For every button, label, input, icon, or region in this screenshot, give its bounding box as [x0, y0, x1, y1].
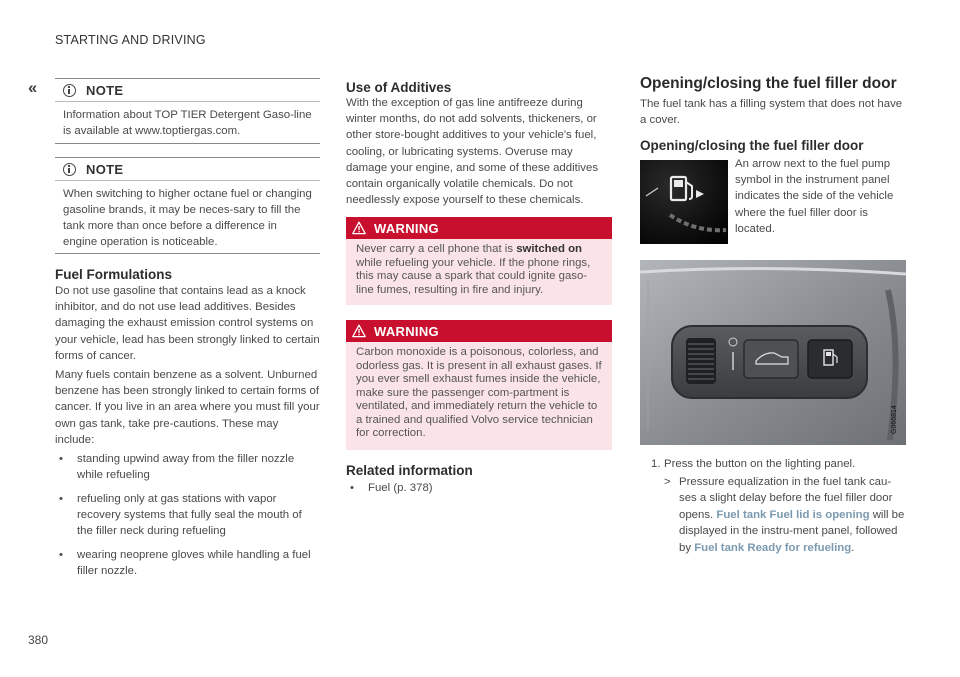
- image-caption: An arrow next to the fuel pump symbol in the instrument panel indicates the side of the vehicle where the fuel filler door is located.: [735, 158, 894, 235]
- warning-triangle-icon: [352, 221, 366, 235]
- page-number: 380: [28, 633, 49, 647]
- step-number: 1.: [651, 458, 661, 470]
- warning-header: [346, 320, 612, 342]
- info-icon: [63, 163, 76, 176]
- step-text: Press the button on the lighting panel.: [664, 458, 856, 470]
- sub-heading: Opening/closing the fuel filler door: [640, 138, 864, 153]
- warning-emphasis: switched on: [516, 243, 583, 255]
- image-code: G066814: [891, 405, 898, 434]
- note-title: NOTE: [86, 161, 124, 177]
- related-info-heading: Related information: [346, 463, 473, 478]
- warning-title: WARNING: [374, 323, 439, 339]
- fuel-formulations-para-1: Do not use gasoline that contains lead as a knock inhibitor, and do not use lead additives. Besides damaging the exhaust emission control systems on your vehicle, lead has been strongly linked to certain forms of cancer.: [55, 285, 320, 362]
- warning-text: Never carry a cell phone that is switched on while refueling your vehicle. If the phone rings, this may cause a spark that could ignite gaso-line fumes, resulting in fire and injury.: [356, 243, 591, 296]
- instrument-message-lid-opening: Fuel tank Fuel lid is opening: [716, 508, 870, 521]
- related-link[interactable]: • Fuel (p. 378): [346, 480, 606, 496]
- page-title: Opening/closing the fuel filler door: [640, 75, 897, 92]
- info-icon: [63, 84, 76, 97]
- additives-heading: Use of Additives: [346, 80, 452, 95]
- related-info-list: [346, 480, 606, 504]
- back-chevron-icon[interactable]: ‹‹: [28, 78, 36, 97]
- list-item: • standing upwind away from the filler nozzle while refueling: [55, 451, 320, 483]
- warning-title: WARNING: [374, 220, 439, 236]
- list-item: • wearing neoprene gloves while handling a fuel filler nozzle.: [55, 547, 320, 579]
- warning-text: Carbon monoxide is a poisonous, colorless, and odorless gas. It is present in all exhaust gases. If you ever smell exhaust fumes inside the vehicle, make sure the passenger com-partment is ventilated, and immediately return the vehicle to a trained and qualified Volvo service technician for correction.: [356, 346, 602, 439]
- note-box-toptier: [55, 78, 320, 144]
- fuel-formulations-para-2: Many fuels contain benzene as a solvent. Unburned benzene has been strongly linked to certain forms of cancer. If you live in an area where you must fill your own gas tank, take pre-cautions. These may include:: [55, 369, 320, 446]
- warning-box-cell-phone: [346, 217, 612, 305]
- instrument-panel-image: [640, 160, 728, 244]
- instrument-message-ready: Fuel tank Ready for refueling: [694, 541, 852, 554]
- intro-text: The fuel tank has a filling system that does not have a cover.: [640, 98, 903, 127]
- warning-box-carbon-monoxide: [346, 320, 612, 450]
- lighting-panel-image: [640, 260, 906, 445]
- warning-header: [346, 217, 612, 239]
- note-header: [55, 79, 320, 101]
- result-text: Pressure equalization in the fuel tank cau-ses a slight delay before the fuel filler door opens. Fuel tank Fuel lid is opening will be displayed in the instru-ment panel, followed by Fuel tank Ready for refueling.: [679, 476, 905, 554]
- list-item: • refueling only at gas stations with vapor recovery systems that fully seal the mouth of the filler neck during refueling: [55, 491, 320, 539]
- note-title: NOTE: [86, 82, 124, 98]
- note-header: [55, 158, 320, 180]
- precautions-list: [55, 451, 320, 587]
- note-box-octane: [55, 157, 320, 254]
- note-text: When switching to higher octane fuel or changing gasoline brands, it may be neces-sary to fill the tank more than once before a difference in engine operation is noticeable.: [63, 188, 312, 248]
- warning-triangle-icon: [352, 324, 366, 338]
- note-text: Information about TOP TIER Detergent Gaso-line is available at www.toptiergas.com.: [63, 109, 312, 137]
- additives-text: With the exception of gas line antifreeze during winter months, do not add solvents, thickeners, or other store-bought additives to your vehicle's fuel, cooling, or lubricating systems. Overuse may damage your engine, and some of these additives contain organically volatile chemicals. Do not needlessly expose yourself to these chemicals.: [346, 97, 599, 207]
- fuel-formulations-heading: Fuel Formulations: [55, 267, 173, 282]
- section-header: STARTING AND DRIVING: [55, 33, 206, 47]
- result-marker: >: [664, 476, 671, 488]
